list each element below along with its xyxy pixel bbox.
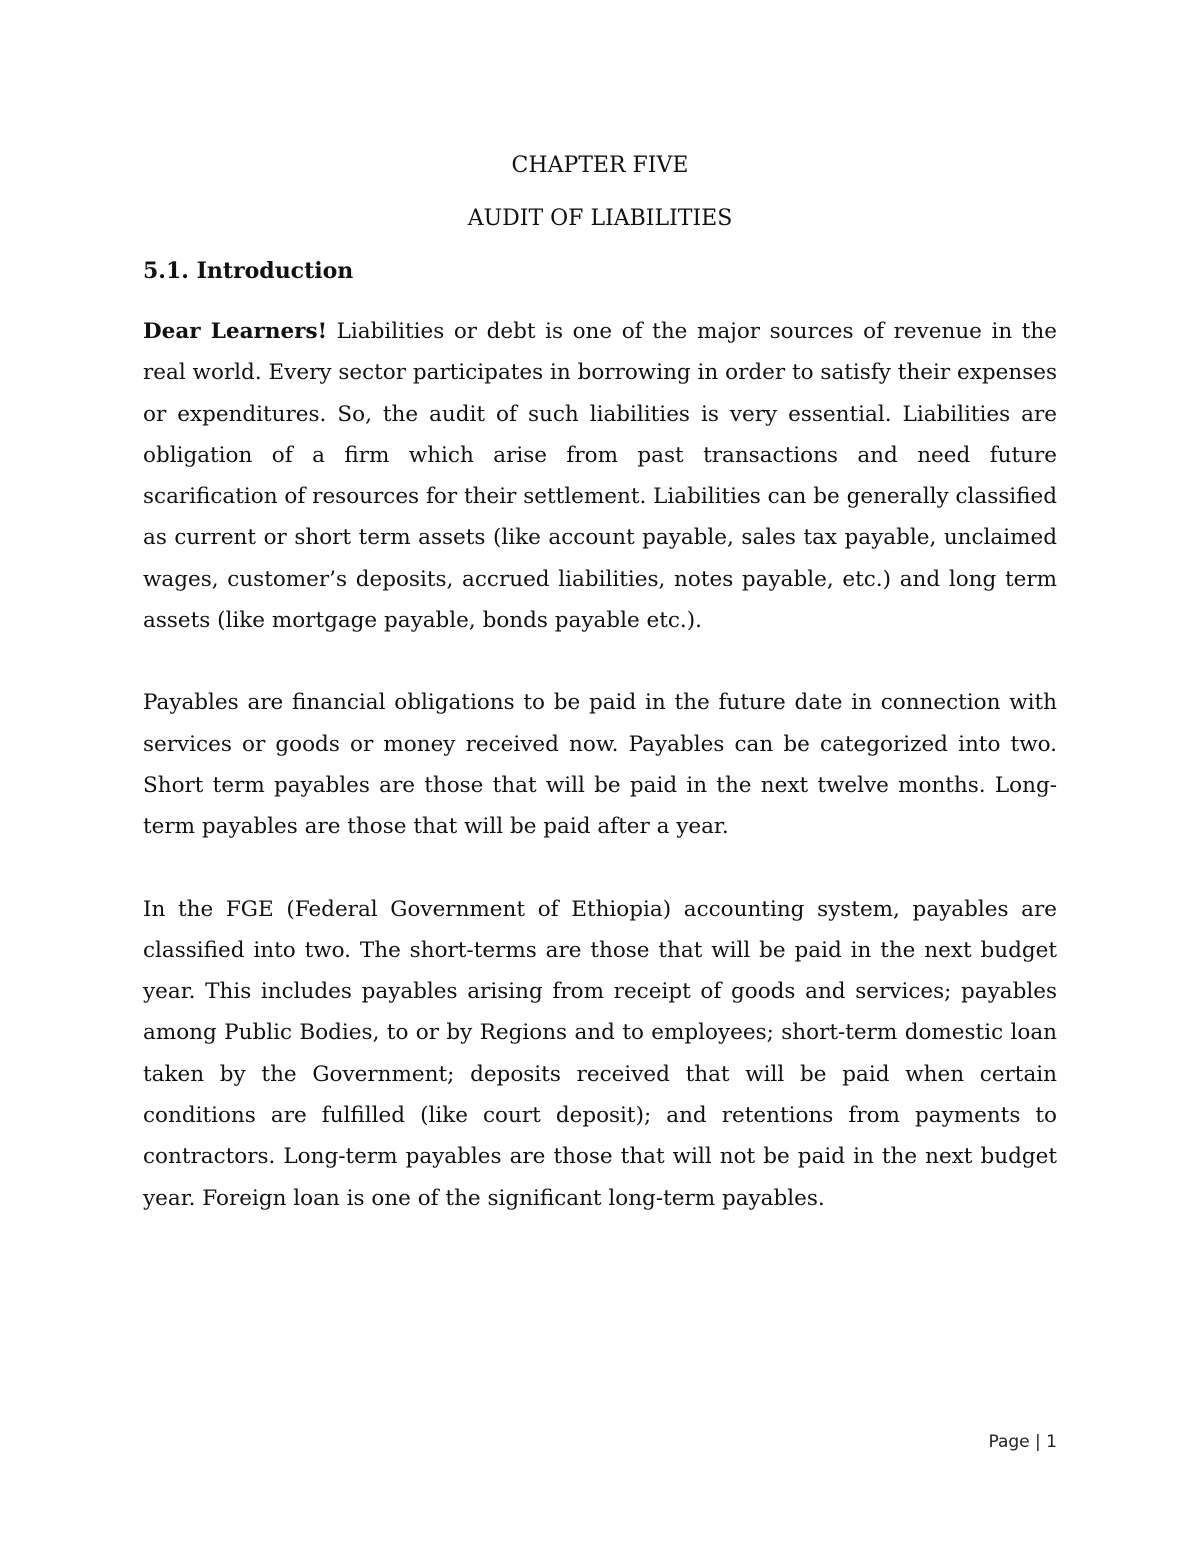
chapter-title: AUDIT OF LIABILITIES [467, 206, 733, 231]
chapter-heading: CHAPTER FIVE [511, 153, 689, 178]
fge-paragraph: In the FGE (Federal Government of Ethiopia) accounting system, payables are classified into two. The short-terms are those that will be paid in the next budget year. This includes payables arising from receipt of goods and services; payables among Public Bodies, to or by Regions and to employees; short-term domestic loan taken by the Government; deposits received that will be paid when certain conditions are fulfilled (like court deposit); and retentions from payments to contractors. Long-term payables are those that will not be paid in the next budget year. Foreign loan is one of the significant long-term payables. [143, 896, 1057, 1211]
page-number-footer: Page | 1 [988, 1432, 1057, 1452]
section-heading: 5.1. Introduction [143, 258, 354, 284]
payables-paragraph: Payables are financial obligations to be paid in the future date in connection with services or goods or money received now. Payables can be categorized into two. Short term payables are those that will be paid in the next twelve months. Long-term payables are those that will be paid after a year. [143, 690, 1057, 840]
page-content [143, 146, 1057, 1219]
intro-paragraph [143, 311, 1057, 641]
paragraph-text: Liabilities or debt is one of the major sources of revenue in the real world. Every sector participates in borrowing in order to satisfy their expenses or expenditures. So, the audit of such liabilities is very essential. Liabilities are obligation of a firm which arise from past transactions and need future scarification of resources for their settlement. Liabilities can be generally classified as current or short term assets (like account payable, sales tax payable, unclaimed wages, customer’s deposits, accrued liabilities, notes payable, etc.) and long term assets (like mortgage payable, bonds payable etc.). [143, 319, 1057, 634]
paragraph-lead: Dear Learners! [143, 319, 328, 344]
